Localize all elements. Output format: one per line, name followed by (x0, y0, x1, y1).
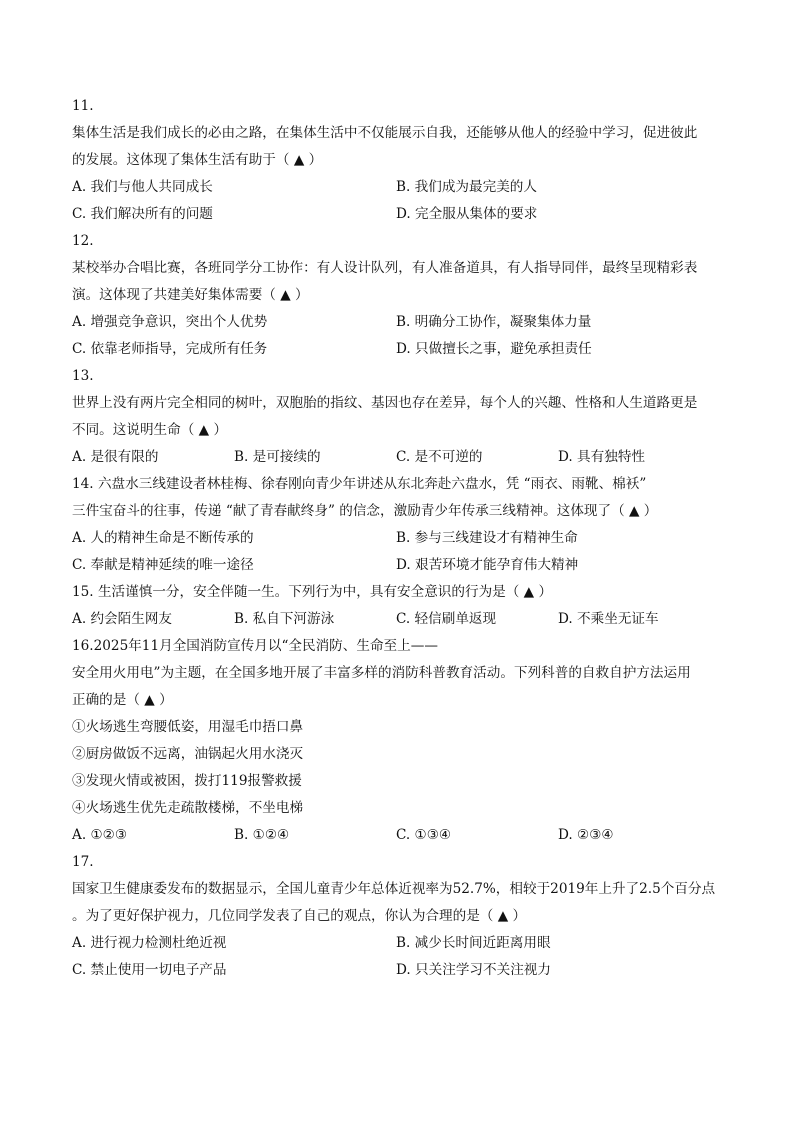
question-stem-line: 演。这体现了共建美好集体需要（ ▲ ） (72, 287, 309, 303)
options-row (72, 174, 724, 201)
option-c[interactable]: C. ①③④ (396, 827, 452, 843)
options-row (72, 552, 724, 579)
option-b[interactable]: B. 参与三线建设才有精神生命 (396, 530, 578, 546)
options-row (72, 606, 724, 633)
options-row (72, 201, 724, 228)
option-a[interactable]: A. ①②③ (72, 827, 128, 843)
question-stem-line: 世界上没有两片完全相同的树叶，双胞胎的指纹、基因也存在差异，每个人的兴趣、性格和人生道路更是 (72, 395, 698, 411)
question-number: 11. (72, 98, 94, 114)
question-stem-line: 国家卫生健康委发布的数据显示，全国儿童青少年总体近视率为52.7%，相较于2019年上升了2.5个百分点 (72, 881, 716, 897)
option-d[interactable]: D. ②③④ (558, 827, 614, 843)
option-b[interactable]: B. ①②④ (234, 827, 290, 843)
option-a[interactable]: A. 是很有限的 (72, 449, 159, 465)
question-stem-line: 三件宝奋斗的往事，传递 “献了青春献终身” 的信念，激励青少年传承三线精神。这体现了（ ▲ ） (72, 503, 658, 519)
option-d[interactable]: D. 不乘坐无证车 (558, 611, 659, 627)
options-row (72, 822, 724, 849)
option-c[interactable]: C. 依靠老师指导，完成所有任务 (72, 341, 268, 357)
option-c[interactable]: C. 禁止使用一切电子产品 (72, 962, 227, 978)
option-c[interactable]: C. 是不可逆的 (396, 449, 483, 465)
question-stem-line: 不同。这说明生命（ ▲ ） (72, 422, 228, 438)
question-14 (72, 471, 724, 579)
option-b[interactable]: B. 明确分工协作，凝聚集体力量 (396, 314, 592, 330)
options-row (72, 930, 724, 957)
question-number: 12. (72, 233, 94, 249)
option-c[interactable]: C. 我们解决所有的问题 (72, 206, 213, 222)
exam-page (72, 93, 724, 984)
statement-1: ①火场逃生弯腰低姿，用湿毛巾捂口鼻 (72, 719, 304, 735)
option-d[interactable]: D. 只关注学习不关注视力 (396, 962, 551, 978)
question-stem-line: 14. 六盘水三线建设者林桂梅、徐春刚向青少年讲述从东北奔赴六盘水，凭 “雨衣、雨靴、棉袄” (72, 476, 647, 492)
question-stem-line: 正确的是（ ▲ ） (72, 692, 173, 708)
question-stem-line: 安全用火用电”为主题，在全国多地开展了丰富多样的消防科普教育活动。下列科普的自救自护方法运用 (72, 665, 691, 681)
option-a[interactable]: A. 人的精神生命是不断传承的 (72, 530, 254, 546)
statement-3: ③发现火情或被困，拨打119报警救援 (72, 773, 302, 789)
question-number: 13. (72, 368, 94, 384)
question-stem-line: 的发展。这体现了集体生活有助于（ ▲ ） (72, 152, 323, 168)
option-b[interactable]: B. 减少长时间近距离用眼 (396, 935, 551, 951)
question-17 (72, 849, 724, 984)
option-b[interactable]: B. 私自下河游泳 (234, 611, 335, 627)
question-15 (72, 579, 724, 633)
options-row (72, 336, 724, 363)
options-row (72, 957, 724, 984)
statement-2: ②厨房做饭不远离，油锅起火用水浇灭 (72, 746, 304, 762)
question-16 (72, 633, 724, 849)
statement-4: ④火场逃生优先走疏散楼梯，不坐电梯 (72, 800, 304, 816)
options-row (72, 309, 724, 336)
option-d[interactable]: D. 只做擅长之事，避免承担责任 (396, 341, 592, 357)
question-12 (72, 228, 724, 363)
question-11 (72, 93, 724, 228)
option-d[interactable]: D. 艰苦环境才能孕育伟大精神 (396, 557, 579, 573)
question-stem-line: 15. 生活谨慎一分，安全伴随一生。下列行为中，具有安全意识的行为是（ ▲ ） (72, 584, 553, 600)
option-a[interactable]: A. 增强竞争意识，突出个人优势 (72, 314, 268, 330)
option-d[interactable]: D. 完全服从集体的要求 (396, 206, 538, 222)
question-stem-line: 16.2025年11月全国消防宣传月以“全民消防、生命至上—— (72, 638, 438, 654)
option-b[interactable]: B. 是可接续的 (234, 449, 321, 465)
options-row (72, 444, 724, 471)
option-c[interactable]: C. 轻信刷单返现 (396, 611, 497, 627)
question-stem-line: 集体生活是我们成长的必由之路，在集体生活中不仅能展示自我，还能够从他人的经验中学习，促进彼此 (72, 125, 698, 141)
option-a[interactable]: A. 我们与他人共同成长 (72, 179, 213, 195)
option-d[interactable]: D. 具有独特性 (558, 449, 646, 465)
question-stem-line: 某校举办合唱比赛，各班同学分工协作：有人设计队列，有人准备道具，有人指导同伴，最终呈现精彩表 (72, 260, 698, 276)
option-a[interactable]: A. 约会陌生网友 (72, 611, 173, 627)
options-row (72, 525, 724, 552)
option-c[interactable]: C. 奉献是精神延续的唯一途径 (72, 557, 254, 573)
question-13 (72, 363, 724, 471)
question-stem-line: 。为了更好保护视力，几位同学发表了自己的观点，你认为合理的是（ ▲ ） (72, 908, 527, 924)
option-b[interactable]: B. 我们成为最完美的人 (396, 179, 537, 195)
option-a[interactable]: A. 进行视力检测杜绝近视 (72, 935, 227, 951)
question-number: 17. (72, 854, 94, 870)
